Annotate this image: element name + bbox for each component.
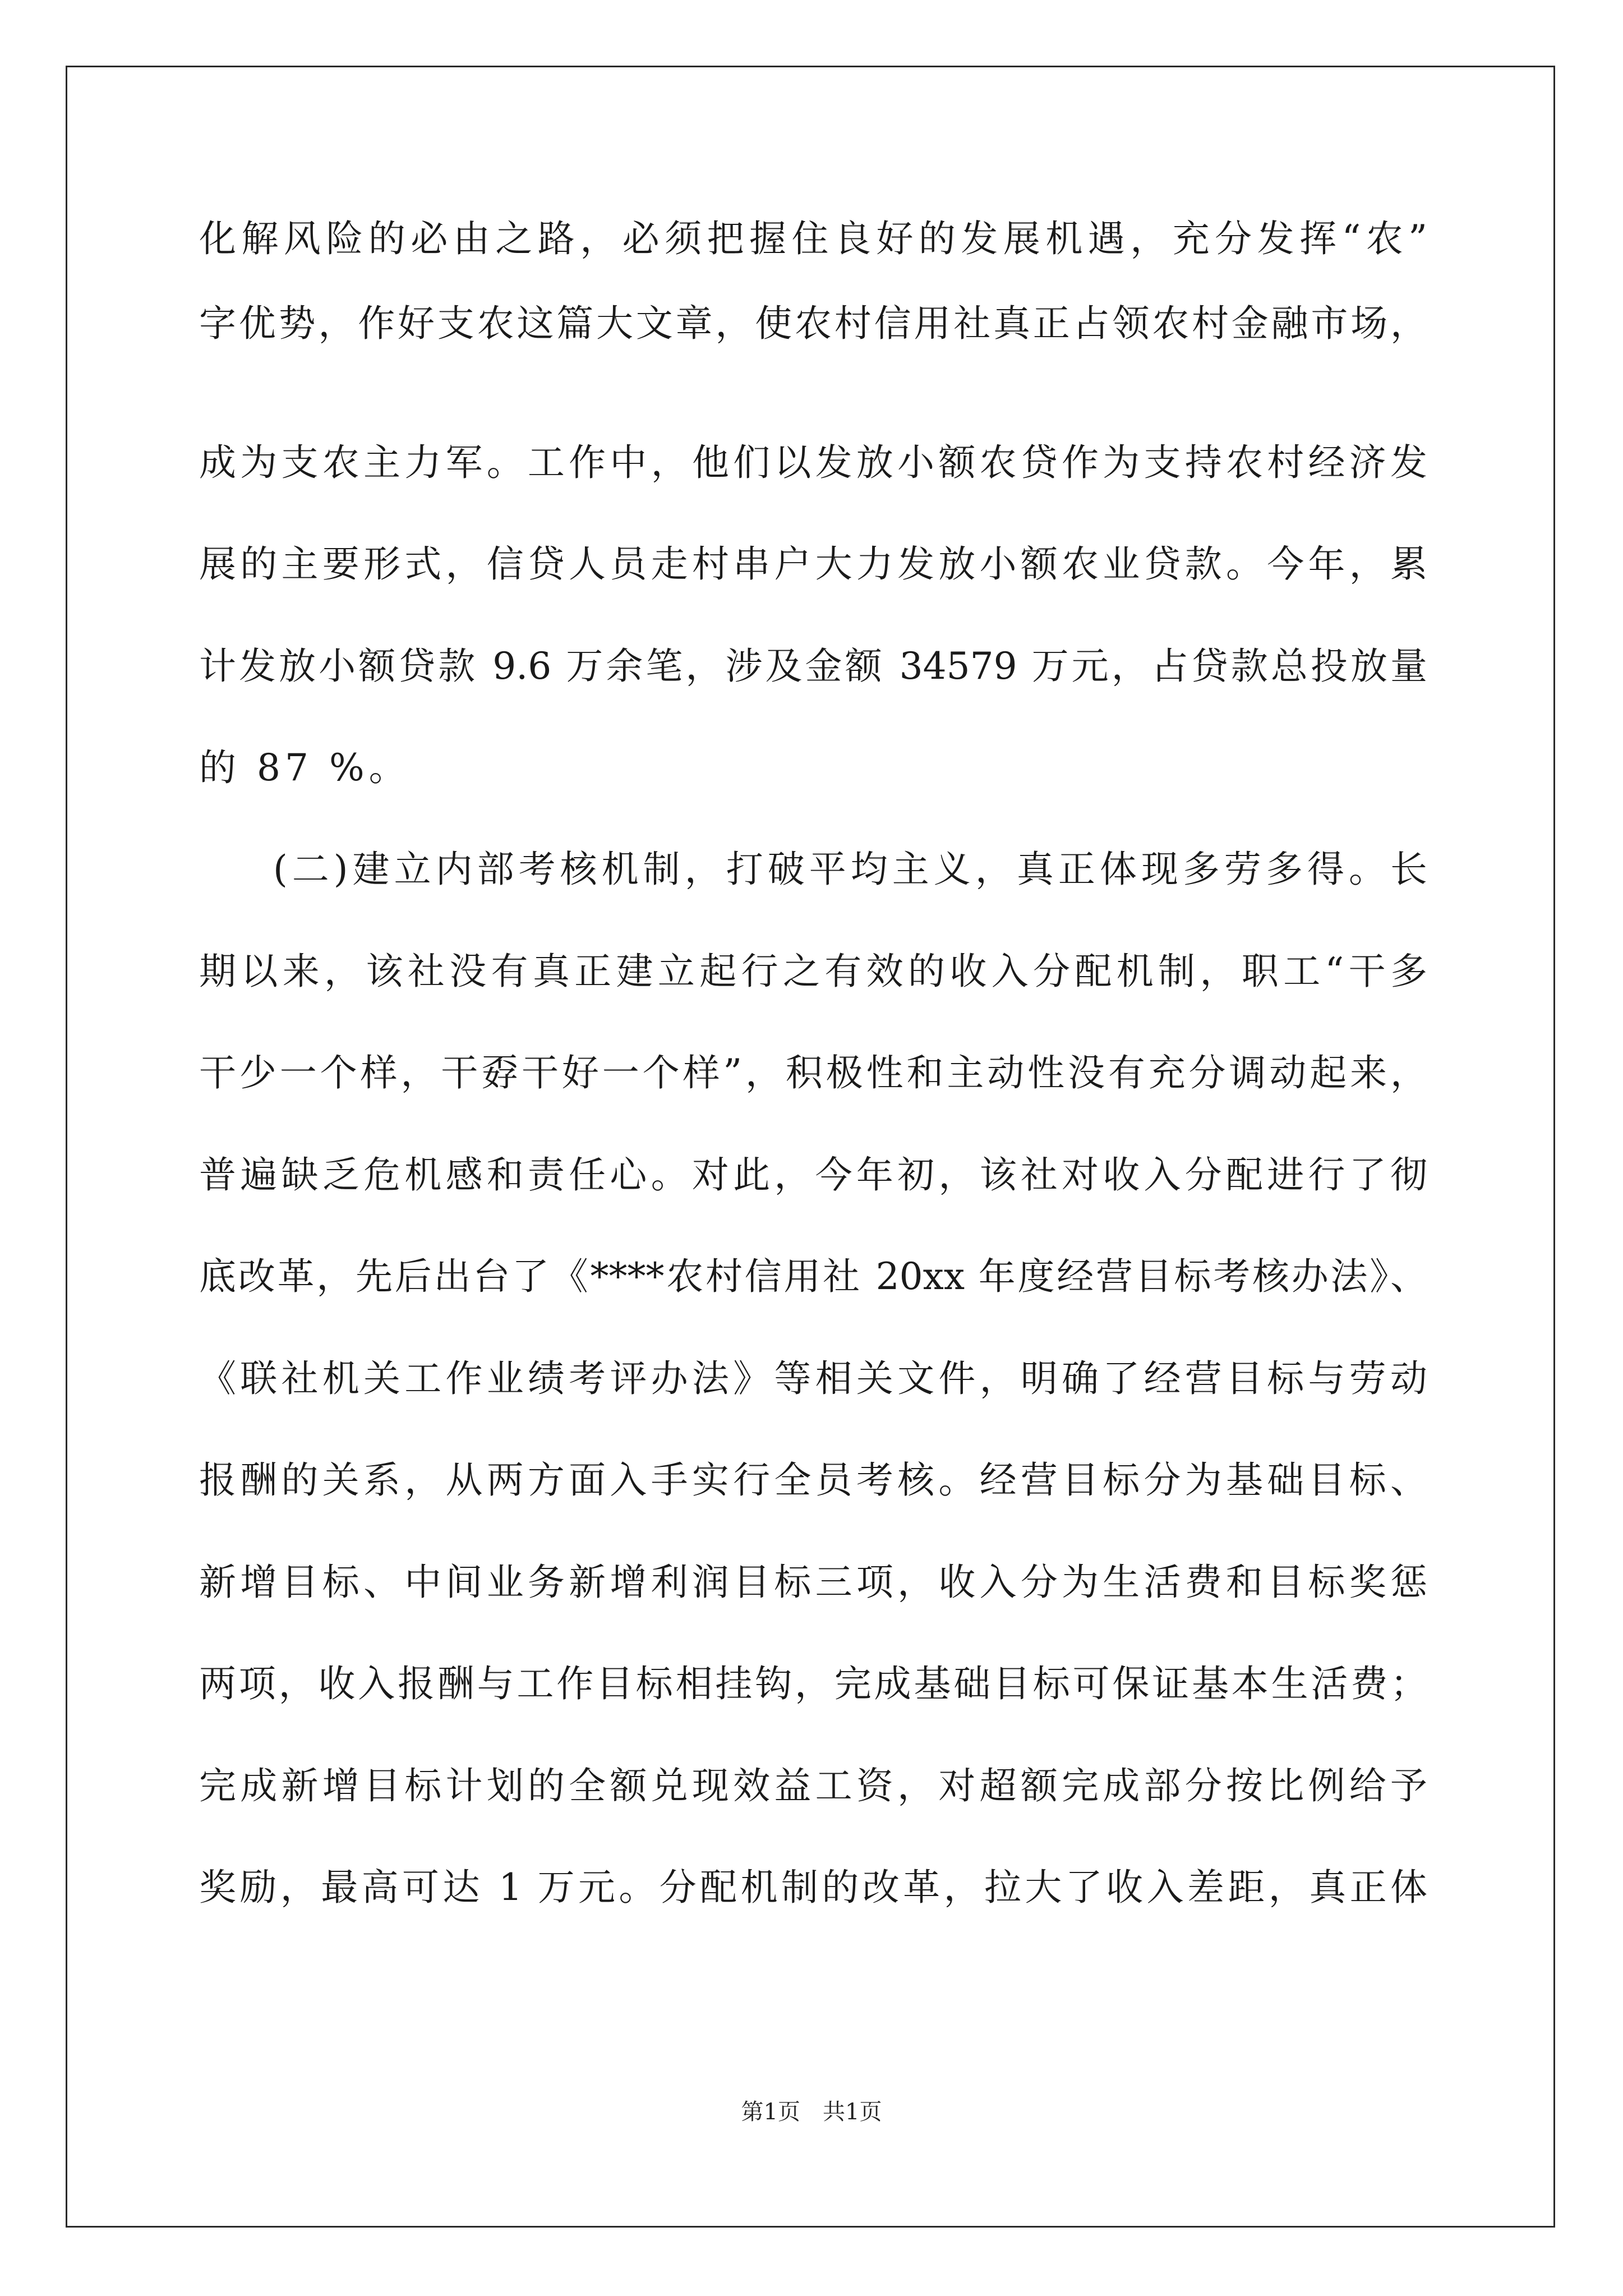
- paragraph-line: 奖励，最高可达 1 万元。分配机制的改革，拉大了收入差距，真正体: [199, 1866, 1427, 1909]
- paragraph-line: 《联社机关工作业绩考评办法》等相关文件，明确了经营目标与劳动: [199, 1357, 1427, 1400]
- paragraph-line: 干少一个样，干孬干好一个样”，积极性和主动性没有充分调动起来，: [199, 1051, 1427, 1094]
- paragraph-line: 普遍缺乏危机感和责任心。对此，今年初，该社对收入分配进行了彻: [199, 1153, 1427, 1197]
- paragraph-line: 完成新增目标计划的全额兑现效益工资，对超额完成部分按比例给予: [199, 1764, 1427, 1807]
- paragraph-line: 底改革，先后出台了《****农村信用社 20xx 年度经营目标考核办法》、: [199, 1255, 1427, 1298]
- paragraph-line: 报酬的关系，从两方面入手实行全员考核。经营目标分为基础目标、: [199, 1458, 1427, 1502]
- paragraph-line: 期以来，该社没有真正建立起行之有效的收入分配机制，职工“干多: [199, 950, 1427, 993]
- paragraph-line: 展的主要形式，信贷人员走村串户大力发放小额农业贷款。今年，累: [199, 542, 1427, 586]
- paragraph-line: 两项，收入报酬与工作目标相挂钩，完成基础目标可保证基本生活费；: [199, 1662, 1427, 1705]
- paragraph-line: 字优势，作好支农这篇大文章，使农村信用社真正占领农村金融市场，: [199, 302, 1427, 345]
- page-number-footer: 第1页 共1页: [741, 2099, 882, 2125]
- paragraph-line: 的 87 %。: [199, 746, 411, 789]
- paragraph-line: (二)建立内部考核机制，打破平均主义，真正体现多劳多得。长: [273, 848, 1427, 891]
- paragraph-line: 成为支农主力军。工作中，他们以发放小额农贷作为支持农村经济发: [199, 441, 1427, 484]
- paragraph-line: 化解风险的必由之路，必须把握住良好的发展机遇，充分发挥“农”: [199, 217, 1427, 260]
- paragraph-line: 新增目标、中间业务新增利润目标三项，收入分为生活费和目标奖惩: [199, 1561, 1427, 1604]
- paragraph-line: 计发放小额贷款 9.6 万余笔，涉及金额 34579 万元，占贷款总投放量: [199, 645, 1427, 688]
